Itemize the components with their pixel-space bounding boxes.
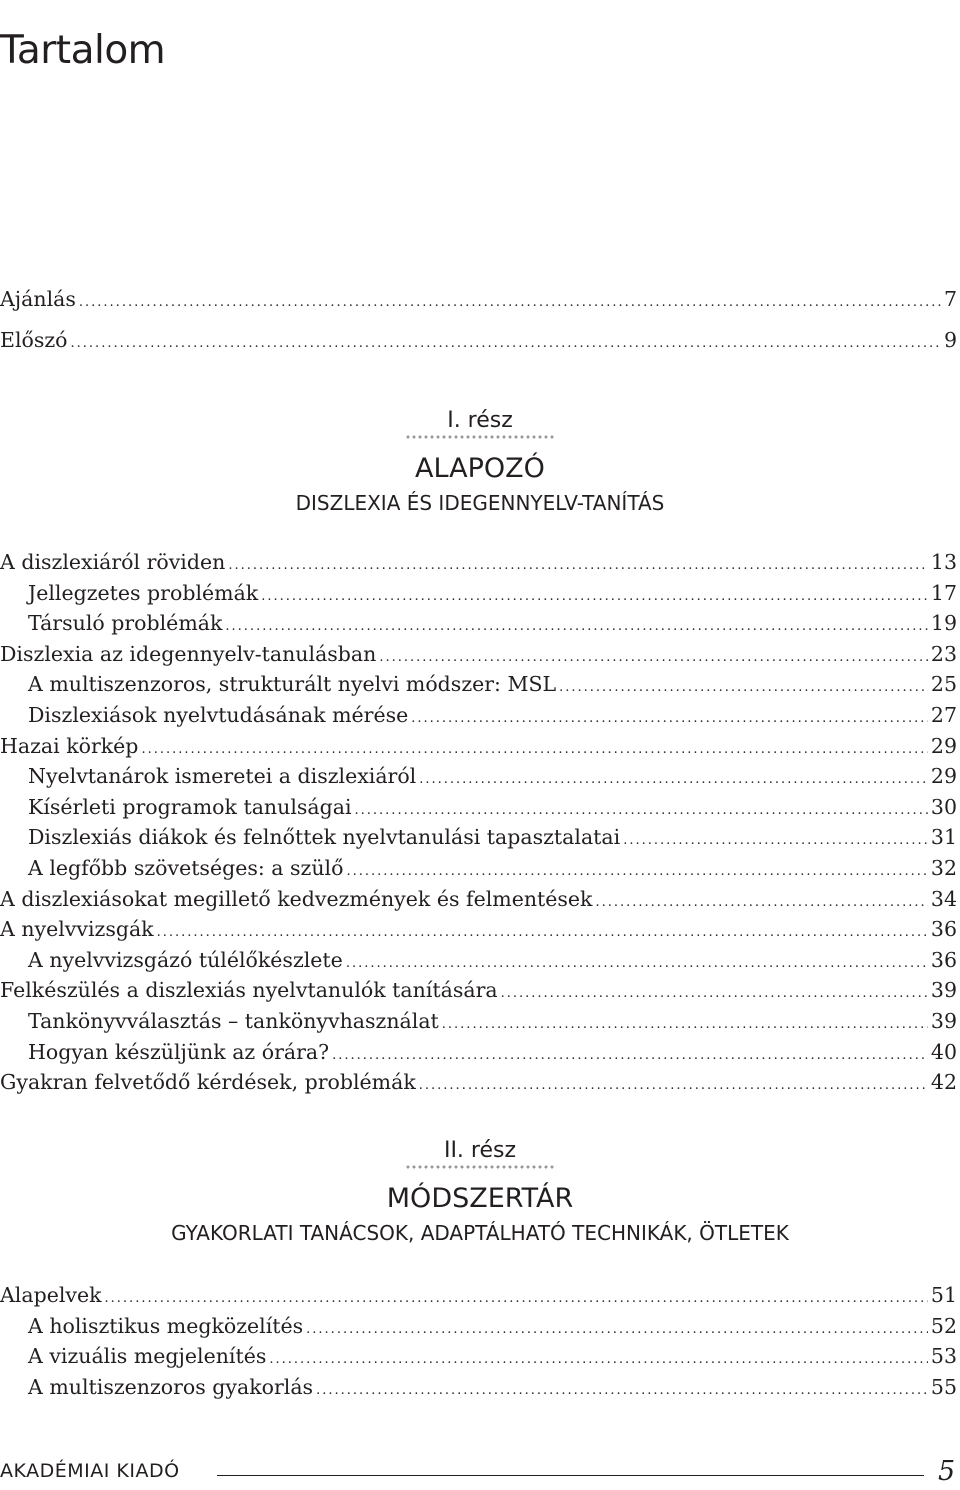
footer-rule [217, 1475, 924, 1476]
toc-entry-page: 36 [930, 947, 957, 972]
toc-entry-page: 23 [930, 641, 957, 666]
dot-leader [269, 1345, 928, 1376]
toc-entry-title: Alapelvek [0, 1283, 102, 1307]
toc-entry[interactable] [0, 1341, 957, 1372]
toc-entry-page: 30 [930, 794, 957, 819]
toc-entry-title: Diszlexiások nyelvtudásának mérése [28, 702, 409, 727]
toc-entry[interactable] [0, 914, 957, 945]
toc-entry-page: 36 [930, 917, 957, 942]
toc-entry[interactable] [0, 822, 957, 853]
dotted-divider [405, 1164, 555, 1170]
dot-leader [623, 826, 928, 857]
toc-entry-title: Felkészülés a diszlexiás nyelvtanulók tanítására [0, 978, 498, 1003]
toc-entry-page: 52 [930, 1313, 957, 1338]
toc-entry-page: 39 [930, 978, 957, 1003]
toc-entry[interactable] [0, 284, 957, 315]
toc-entry-page: 55 [930, 1374, 957, 1399]
toc-entry-page: 13 [930, 550, 957, 574]
page-number: 5 [938, 1456, 956, 1487]
toc-entry-page: 29 [930, 764, 957, 789]
front-matter-list [0, 284, 957, 355]
toc-entry[interactable] [0, 945, 957, 976]
dot-leader [419, 765, 928, 796]
toc-entry-title: A multiszenzoros, strukturált nyelvi módszer: MSL [28, 672, 557, 697]
toc-entry[interactable] [0, 547, 957, 578]
toc-entry[interactable] [0, 669, 957, 700]
toc-entry-page: 29 [930, 733, 957, 758]
toc-entry-title: A nyelvvizsgázó túlélőkészlete [28, 947, 343, 972]
toc-entry[interactable] [0, 1067, 957, 1098]
toc-entry[interactable] [0, 853, 957, 884]
toc-entry-page: 31 [930, 825, 957, 850]
toc-entry-page: 27 [930, 702, 957, 727]
part-1-title: ALAPOZÓ [415, 453, 545, 484]
toc-entry-title: Ajánlás [0, 287, 76, 311]
toc-entry-title: A vizuális megjelenítés [28, 1344, 267, 1369]
part-1-label: I. rész [447, 408, 513, 433]
page-title: Tartalom [0, 28, 166, 74]
part-1-header [0, 408, 960, 516]
toc-entry-page: 32 [930, 855, 957, 880]
toc-entry-page: 51 [930, 1283, 957, 1307]
toc-entry-title: Nyelvtanárok ismeretei a diszlexiáról [28, 764, 417, 789]
part-2-header [0, 1138, 960, 1246]
toc-entry-title: A multiszenzoros gyakorlás [28, 1374, 314, 1399]
toc-entry[interactable] [0, 1372, 957, 1403]
page-footer [0, 1458, 960, 1490]
dot-leader [71, 329, 941, 360]
toc-entry-title: Jellegzetes problémák [28, 580, 259, 605]
toc-entry-title: A diszlexiásokat megillető kedvezmények és felmentések [0, 886, 593, 911]
toc-entry-page: 39 [930, 1008, 957, 1033]
toc-entry-title: A holisztikus megközelítés [28, 1313, 304, 1338]
toc-entry-title: Gyakran felvetődő kérdések, problémák [0, 1070, 416, 1095]
toc-entry-page: 40 [930, 1039, 957, 1064]
part-2-title: MÓDSZERTÁR [386, 1183, 574, 1214]
toc-entry-title: Hogyan készüljünk az órára? [28, 1039, 330, 1064]
toc-entry[interactable] [0, 1006, 957, 1037]
toc-entry[interactable] [0, 1037, 957, 1068]
dot-leader [316, 1376, 928, 1407]
toc-entry-title: Tankönyvválasztás – tankönyvhasználat [28, 1008, 439, 1033]
dot-leader [79, 288, 941, 319]
toc-entry-page: 19 [930, 611, 957, 636]
toc-entry-page: 42 [930, 1070, 957, 1095]
dot-leader [411, 704, 928, 735]
toc-entry[interactable] [0, 1280, 957, 1311]
toc-entry[interactable] [0, 975, 957, 1006]
toc-entry-title: Kísérleti programok tanulságai [28, 794, 352, 819]
publisher-name: AKADÉMIAI KIADÓ [0, 1460, 180, 1482]
dot-leader [559, 673, 928, 704]
toc-entry-title: Társuló problémák [28, 611, 223, 636]
toc-entry-page: 9 [943, 327, 957, 352]
toc-entry[interactable] [0, 792, 957, 823]
toc-entry[interactable] [0, 608, 957, 639]
toc-entry-page: 34 [930, 886, 957, 911]
toc-entry-title: Hazai körkép [0, 733, 139, 758]
toc-entry-title: A legfőbb szövetséges: a szülő [28, 855, 344, 880]
part-2-subtitle: GYAKORLATI TANÁCSOK, ADAPTÁLHATÓ TECHNIKÁK, ÖTLETEK [171, 1221, 789, 1245]
part-2-label: II. rész [443, 1138, 517, 1163]
dot-leader [442, 1010, 928, 1041]
dot-leader [501, 979, 928, 1010]
toc-entry-page: 53 [930, 1344, 957, 1369]
toc-entry-title: Diszlexia az idegennyelv-tanulásban [0, 641, 377, 666]
toc-entry-title: A diszlexiáról röviden [0, 550, 226, 574]
toc-entry-page: 25 [930, 672, 957, 697]
toc-entry-title: Előszó [0, 327, 68, 352]
toc-entry[interactable] [0, 761, 957, 792]
toc-entry[interactable] [0, 731, 957, 762]
dotted-divider [405, 434, 555, 440]
part-2-toc-list [0, 1280, 957, 1402]
part-1-toc-list [0, 547, 957, 1098]
toc-entry[interactable] [0, 1311, 957, 1342]
toc-entry[interactable] [0, 639, 957, 670]
dot-leader [332, 1041, 928, 1072]
toc-entry[interactable] [0, 325, 957, 356]
toc-entry[interactable] [0, 884, 957, 915]
toc-entry-page: 17 [930, 580, 957, 605]
dot-leader [261, 582, 928, 613]
toc-entry-title: A nyelvvizsgák [0, 917, 154, 942]
dot-leader [306, 1315, 928, 1346]
dot-leader [595, 888, 927, 919]
toc-entry[interactable] [0, 578, 957, 609]
toc-entry-title: Diszlexiás diákok és felnőttek nyelvtanulási tapasztalatai [28, 825, 621, 850]
toc-entry-page: 7 [943, 287, 957, 311]
part-1-subtitle: DISZLEXIA ÉS IDEGENNYELV-TANÍTÁS [295, 491, 665, 515]
toc-entry[interactable] [0, 700, 957, 731]
dot-leader [228, 551, 928, 582]
dot-leader [419, 1071, 928, 1102]
